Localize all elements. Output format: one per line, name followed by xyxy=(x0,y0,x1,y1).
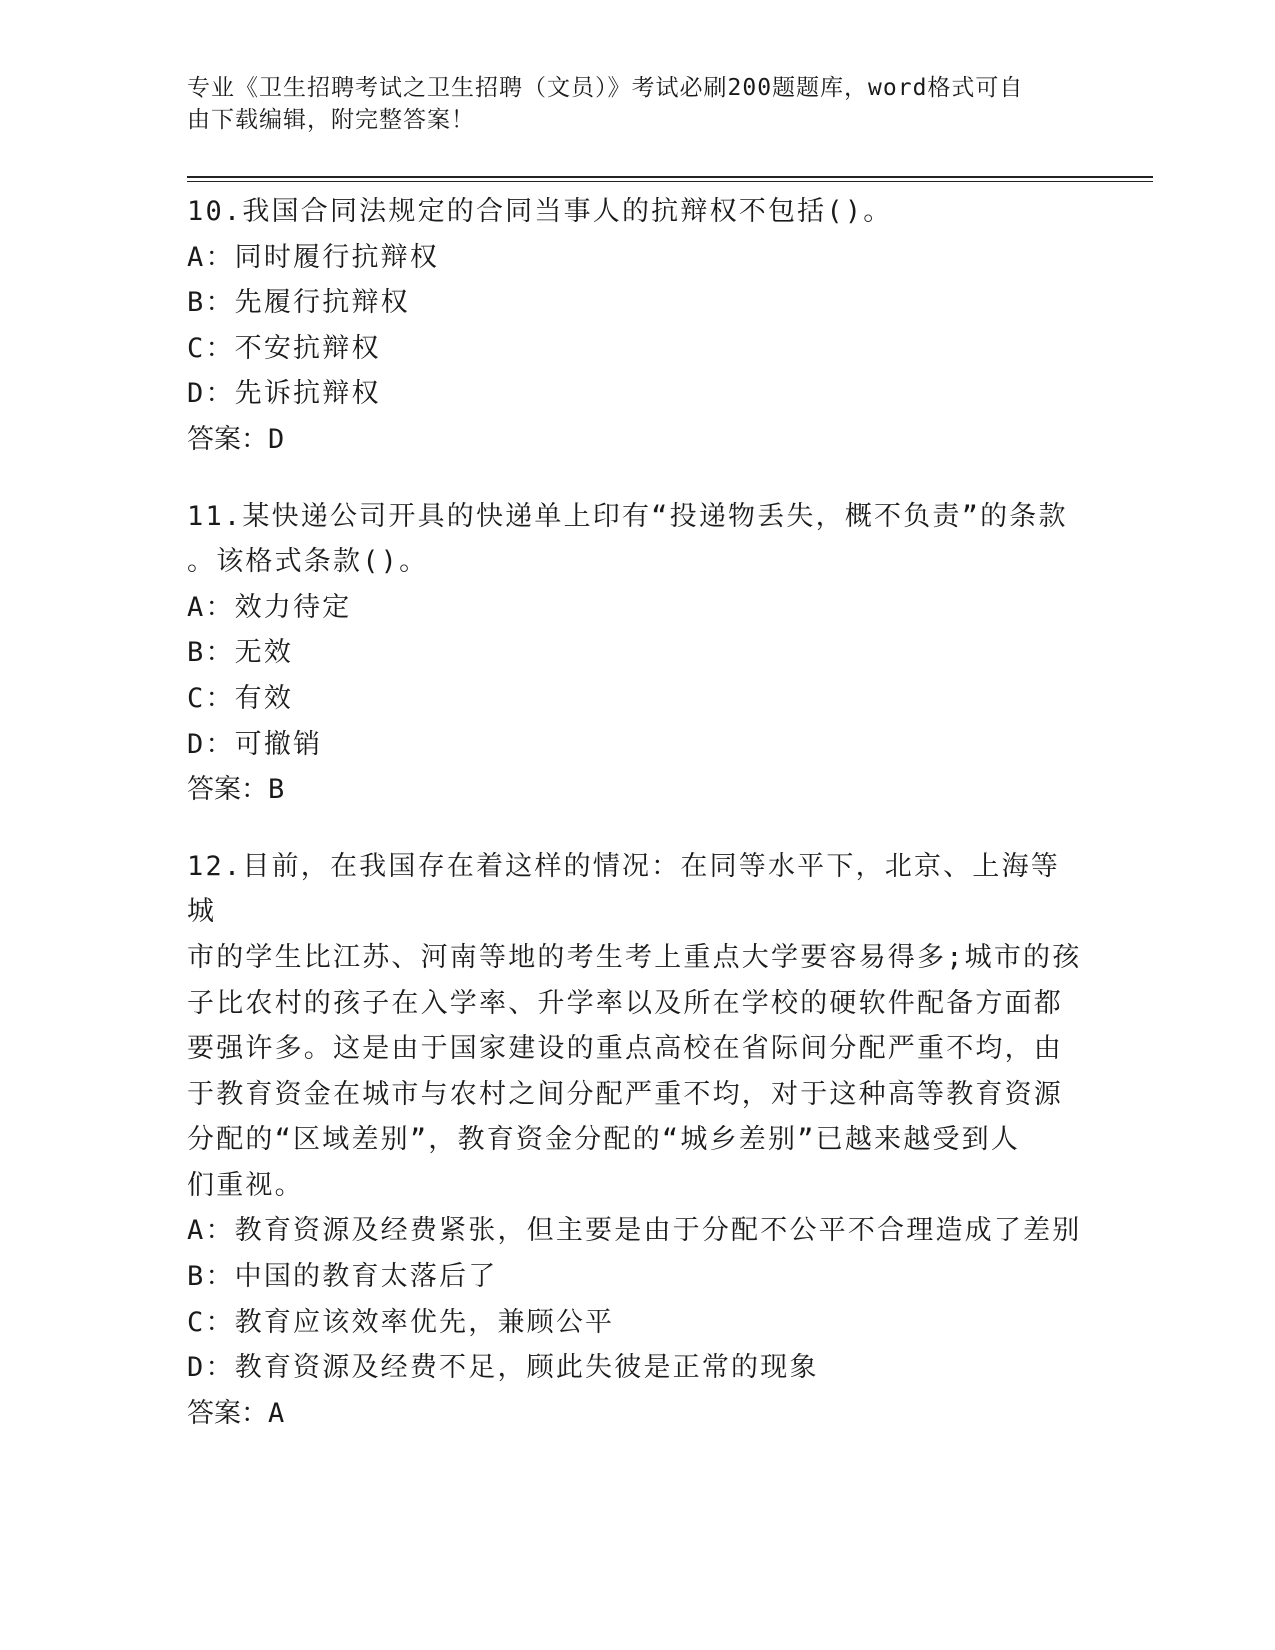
header-divider-thick xyxy=(187,176,1153,178)
question-list xyxy=(187,189,1087,1467)
answer-value: B xyxy=(268,774,285,806)
question-stem-line-6: 分配的“区域差别”，教育资金分配的“城乡差别”已越来越受到人 xyxy=(187,1124,1021,1156)
question-stem-line-2: 。该格式条款()。 xyxy=(187,546,429,578)
question-11 xyxy=(187,494,1087,813)
header-line-2: 由下载编辑，附完整答案！ xyxy=(187,107,475,133)
answer-line xyxy=(187,767,1087,813)
question-stem-line-1: 12.目前，在我国存在着这样的情况：在同等水平下，北京、上海等城 xyxy=(187,850,1060,928)
option-c: C：不安抗辩权 xyxy=(187,332,381,364)
option-d: D：可撤销 xyxy=(187,728,323,760)
question-stem: 10.我国合同法规定的合同当事人的抗辩权不包括()。 xyxy=(187,196,893,227)
option-c: C：教育应该效率优先，兼顾公平 xyxy=(187,1306,615,1338)
option-b: B：无效 xyxy=(187,637,294,669)
option-d: D：先诉抗辩权 xyxy=(187,378,381,410)
answer-label: 答案： xyxy=(187,774,268,806)
question-stem-line-1: 11.某快递公司开具的快递单上印有“投递物丢失，概不负责”的条款 xyxy=(187,500,1068,532)
option-b: B：先履行抗辩权 xyxy=(187,287,410,319)
question-stem-line-7: 们重视。 xyxy=(187,1169,304,1201)
question-stem-line-2: 市的学生比江苏、河南等地的考生考上重点大学要容易得多;城市的孩 xyxy=(187,941,1082,973)
answer-label: 答案： xyxy=(187,423,268,455)
option-a: A：效力待定 xyxy=(187,591,352,623)
document-header xyxy=(187,72,1067,136)
option-a: A：同时履行抗辩权 xyxy=(187,241,440,273)
option-d: D：教育资源及经费不足，顾此失彼是正常的现象 xyxy=(187,1352,819,1384)
header-divider-thin xyxy=(187,181,1153,182)
option-a: A：教育资源及经费紧张，但主要是由于分配不公平不合理造成了差别 xyxy=(187,1215,1082,1247)
option-c: C：有效 xyxy=(187,682,294,714)
question-10 xyxy=(187,189,1087,463)
question-stem-line-3: 子比农村的孩子在入学率、升学率以及所在学校的硬软件配备方面都 xyxy=(187,987,1063,1019)
option-b: B：中国的教育太落后了 xyxy=(187,1261,498,1293)
answer-value: D xyxy=(268,423,285,455)
answer-label: 答案： xyxy=(187,1397,268,1429)
answer-line xyxy=(187,417,1087,463)
question-12 xyxy=(187,844,1087,1437)
answer-line xyxy=(187,1391,1087,1437)
header-line-1: 专业《卫生招聘考试之卫生招聘（文员）》考试必刷200题题库，word格式可自 xyxy=(187,75,1024,101)
question-stem-line-4: 要强许多。这是由于国家建设的重点高校在省际间分配严重不均，由 xyxy=(187,1033,1063,1065)
question-stem-line-5: 于教育资金在城市与农村之间分配严重不均，对于这种高等教育资源 xyxy=(187,1078,1063,1110)
answer-value: A xyxy=(268,1397,285,1429)
